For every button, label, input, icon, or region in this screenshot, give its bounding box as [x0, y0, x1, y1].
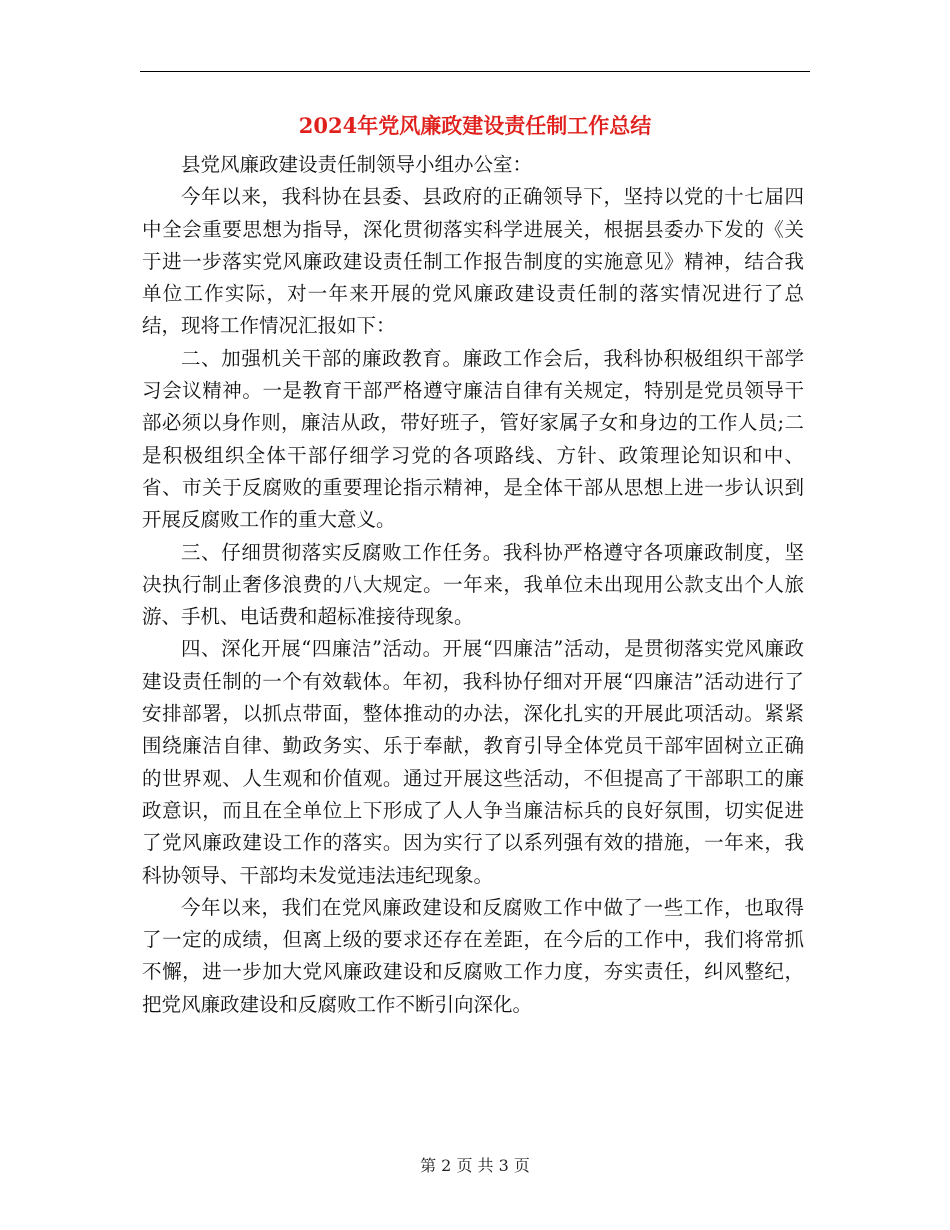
- document-title: 2024年党风廉政建设责任制工作总结: [298, 113, 652, 138]
- intro-paragraph: 今年以来，我科协在县委、县政府的正确领导下，坚持以党的十七届四中全会重要思想为指导，深化贯彻落实科学进展关，根据县委办下发的《关于进一步落实党风廉政建设责任制工作报告制度的实施意见》精神，结合我单位工作实际，对一年来开展的党风廉政建设责任制的落实情况进行了总结，现将工作情况汇报如下：: [142, 185, 804, 338]
- section-four-paragraph: 四、深化开展“四廉洁”活动。开展“四廉洁”活动，是贯彻落实党风廉政建设责任制的一个有效载体。年初，我科协仔细对开展“四廉洁”活动进行了安排部署，以抓点带面，整体推动的办法，深化扎实的开展此项活动。紧紧围绕廉洁自律、勤政务实、乐于奉献，教育引导全体党员干部牢固树立正确的世界观、人生观和价值观。通过开展这些活动，不但提高了干部职工的廉政意识，而且在全单位上下形成了人人争当廉洁标兵的良好氛围，切实促进了党风廉政建设工作的落实。因为实行了以系列强有效的措施，一年来，我科协领导、干部均未发觉违法违纪现象。: [142, 637, 804, 887]
- salutation-paragraph: 县党风廉政建设责任制领导小组办公室：: [181, 153, 533, 176]
- section-two-paragraph: 二、加强机关干部的廉政教育。廉政工作会后，我科协积极组织干部学习会议精神。一是教育干部严格遵守廉洁自律有关规定，特别是党员领导干部必须以身作则，廉洁从政，带好班子，管好家属子女和身边的工作人员;二是积极组织全体干部仔细学习党的各项路线、方针、政策理论知识和中、省、市关于反腐败的重要理论指示精神，是全体干部从思想上进一步认识到开展反腐败工作的重大意义。: [142, 346, 804, 532]
- document-body: [142, 149, 804, 1021]
- page-number-footer: 第 2 页 共 3 页: [420, 1156, 530, 1175]
- header-rule: [140, 71, 810, 72]
- section-three-paragraph: 三、仔细贯彻落实反腐败工作任务。我科协严格遵守各项廉政制度，坚决执行制止奢侈浪费的八大规定。一年来，我单位未出现用公款支出个人旅游、手机、电话费和超标准接待现象。: [142, 540, 804, 629]
- conclusion-paragraph: 今年以来，我们在党风廉政建设和反腐败工作中做了一些工作，也取得了一定的成绩，但离上级的要求还存在差距，在今后的工作中，我们将常抓不懈，进一步加大党风廉政建设和反腐败工作力度，夯实责任，纠风整纪，把党风廉政建设和反腐败工作不断引向深化。: [142, 895, 804, 1016]
